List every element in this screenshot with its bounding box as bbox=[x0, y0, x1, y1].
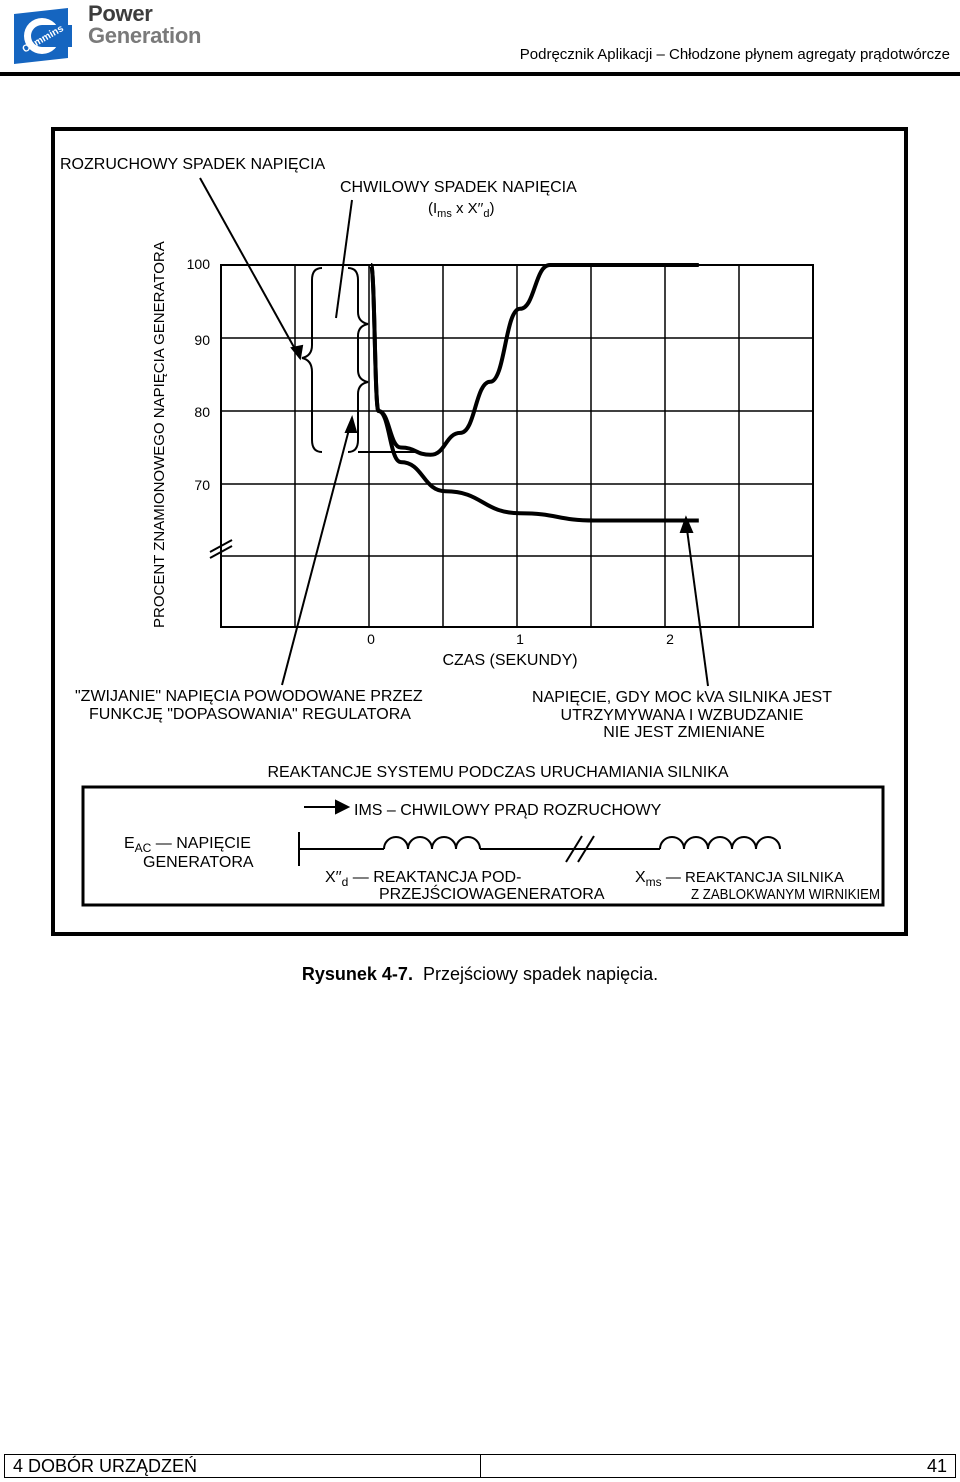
reactance-title: REAKTANCJE SYSTEMU PODCZAS URUCHAMIANIA SILNIKA bbox=[267, 764, 729, 781]
y-axis-label: PROCENT ZNAMIONOWEGO NAPIĘCIA GENERATORA bbox=[151, 241, 168, 628]
x-axis-label: CZAS (SEKUNDY) bbox=[442, 652, 578, 669]
xms-desc-2: Z ZABLOKWANYM WIRNIKIEM bbox=[691, 886, 880, 903]
note-right-3: NIE JEST ZMIENIANE bbox=[603, 724, 765, 741]
ytick-100: 100 bbox=[186, 256, 210, 272]
series-line-1 bbox=[371, 265, 699, 455]
note-right-2: UTRZYMYWANA I WZBUDZANIE bbox=[560, 707, 804, 724]
series-line-2 bbox=[371, 265, 699, 521]
eac-label: $E_{AC}$ — NAPIĘCIE bbox=[124, 835, 251, 855]
caption-number: Rysunek 4-7. bbox=[301, 964, 413, 984]
brand-generation: Generation bbox=[88, 23, 202, 48]
dip-braces bbox=[302, 268, 420, 452]
brand-power: Power bbox=[88, 1, 153, 26]
chart-series bbox=[371, 265, 699, 521]
note-left-1: "ZWIJANIE" NAPIĘCIA POWODOWANE PRZEZ bbox=[75, 688, 423, 705]
footer-page-number: 41 bbox=[926, 1456, 947, 1476]
leader-lines bbox=[200, 178, 708, 686]
page-footer bbox=[4, 1454, 956, 1478]
current-arrow bbox=[304, 801, 348, 813]
xd-label: $X''_d$ — REAKTANCJA POD- bbox=[325, 869, 522, 889]
note-left-2: FUNKCJĘ "DOPASOWANIA" REGULATORA bbox=[89, 706, 411, 723]
leader-held-voltage bbox=[686, 522, 708, 686]
note-right-1: NAPIĘCIE, GDY MOC kVA SILNIKA JEST bbox=[532, 689, 832, 706]
formula: ($I_{ms}$ x $X''_d$) bbox=[428, 200, 495, 220]
ytick-70: 70 bbox=[194, 477, 210, 493]
figure-caption bbox=[0, 964, 960, 985]
ytick-90: 90 bbox=[194, 332, 210, 348]
label-instant-dip: CHWILOWY SPADEK NAPIĘCIA bbox=[340, 179, 577, 196]
brace-starting-dip bbox=[302, 268, 322, 452]
logo-text: Cummins bbox=[20, 23, 66, 56]
label-starting-dip: ROZRUCHOWY SPADEK NAPIĘCIA bbox=[60, 156, 326, 173]
eac-desc-2: GENERATORA bbox=[143, 854, 254, 871]
chart-grid bbox=[221, 265, 813, 627]
leader-roll bbox=[282, 418, 352, 685]
coil-xd bbox=[384, 837, 480, 849]
document-title: Podręcznik Aplikacji – Chłodzone płynem agregaty prądotwórcze bbox=[519, 46, 950, 63]
xtick-0: 0 bbox=[367, 631, 375, 647]
xtick-1: 1 bbox=[516, 631, 524, 647]
xtick-2: 2 bbox=[666, 631, 674, 647]
caption-text: Przejściowy spadek napięcia. bbox=[422, 964, 659, 984]
coil-xms bbox=[660, 837, 780, 849]
ims-label: IMS – CHWILOWY PRĄD ROZRUCHOWY bbox=[354, 802, 662, 819]
xd-desc-2: PRZEJŚCIOWAGENERATORA bbox=[379, 886, 605, 903]
leader-instant-dip bbox=[336, 200, 352, 318]
xms-label: $X_{ms}$ — REAKTANCJA SILNIKA bbox=[635, 869, 844, 889]
circuit-wiring bbox=[299, 832, 780, 866]
ytick-80: 80 bbox=[194, 404, 210, 420]
footer-section: 4 DOBÓR URZĄDZEŃ bbox=[5, 1455, 481, 1477]
leader-starting-dip bbox=[200, 178, 300, 358]
